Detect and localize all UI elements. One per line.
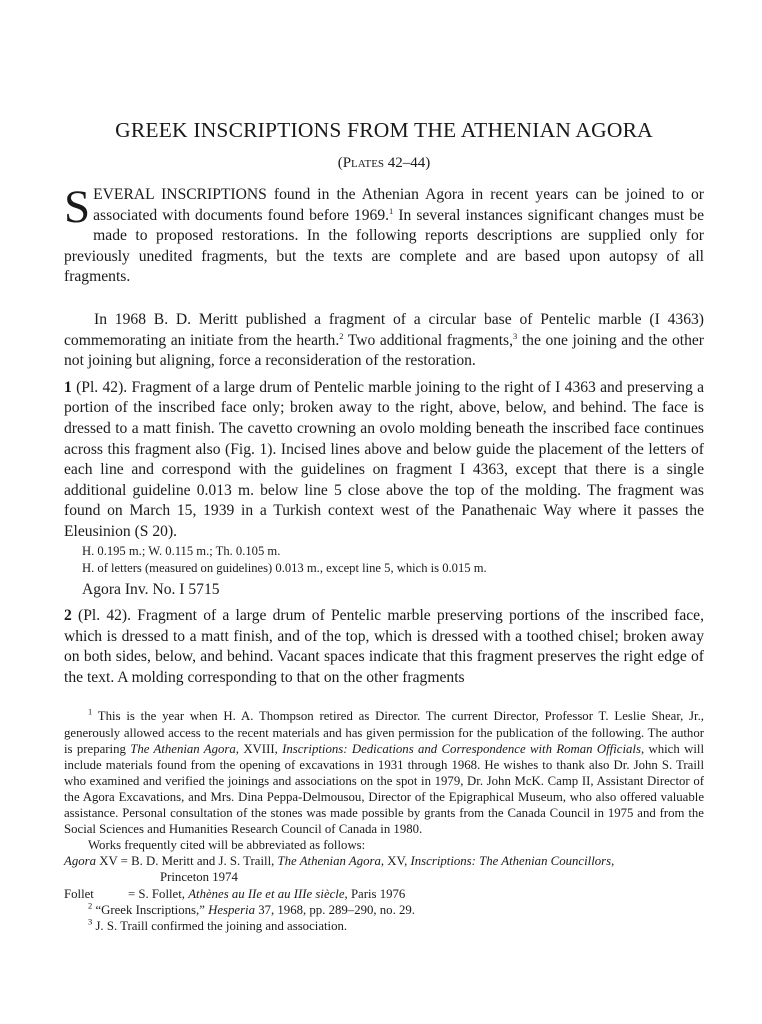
paragraph-meritt <box>64 310 704 372</box>
intro-lead: EVERAL INSCRIPTIONS <box>93 186 267 203</box>
footnote-ref-3[interactable]: 3 <box>513 330 518 341</box>
abbreviation-follet <box>64 886 704 902</box>
footnote-1-text-b: , XVIII, <box>235 741 283 756</box>
item-2-description <box>64 606 704 688</box>
footnote-1-text-c: , which will include materials found from the opening of excavations in 1931 through 1968. He wishes to thank also Dr. John S. Traill who examined and verified the joinings and associations on the spot in 1979, Dr. John McK. Camp II, Assistant Director of the Agora Excavations, and Mrs. Dina Peppa-Delmousou, Director of the Epigraphical Museum, who also offered valuable assistance. Personal consultation of the stones was made possible by grants from the Canada Council in 1975 and from the Social Sciences and Humanities Research Council of Canada in 1980. <box>64 741 704 837</box>
item-1-text: (Pl. 42). Fragment of a large drum of Pentelic marble joining to the right of I 4363 and preserving a portion of the inscribed face only; broken away to the right, above, below, and behind. The face is dressed to a matt finish. The cavetto crowning an ovolo molding beneath the inscribed face continues across this fragment also (Fig. 1). Incised lines above and below guide the placement of the letters of each line and correspond with the guidelines on fragment I 4363, except that there is a single additional guideline 0.013 m. below line 5 close above the top of the molding. The fragment was found on March 15, 1939 in a Turkish context west of the Panathenaic Way where it passes the Eleusinion (S 20). <box>64 378 704 540</box>
footnote-2-mark: 2 <box>88 900 93 911</box>
para2-text-c: the one joining and the other not joining but aligning, force a reconsideration of the restoration. <box>64 331 704 370</box>
footnote-2-text-b: 37, 1968, pp. 289–290, no. 29. <box>255 902 415 917</box>
abbr-agora-title: The Athenian Agora <box>277 854 381 869</box>
item-1-dimensions: H. 0.195 m.; W. 0.115 m.; Th. 0.105 m. <box>82 543 281 558</box>
item-1-description <box>64 378 704 543</box>
intro-text: found in the Athenian Agora in recent years can be joined to or associated with documents found before 1969. <box>93 186 705 224</box>
footnote-1-mark: 1 <box>88 707 93 718</box>
drop-cap: S <box>64 181 91 233</box>
intro-paragraph <box>64 181 705 288</box>
para2-text-b: Two additional fragments, <box>343 331 514 349</box>
abbr-agora-end: , <box>611 854 615 869</box>
footnote-2-text-a: “Greek Inscriptions,” <box>92 902 209 917</box>
abbreviation-agora-publication: Princeton 1974 <box>160 870 238 885</box>
page <box>64 116 704 934</box>
abbr-agora-label: Agora <box>64 854 96 869</box>
footnote-1-title: The Athenian Agora <box>130 741 236 756</box>
abbr-follet-end: , Paris 1976 <box>344 886 406 901</box>
footnote-2 <box>64 902 704 918</box>
footnotes <box>64 708 704 933</box>
footnote-2-journal: Hesperia <box>208 902 256 917</box>
plates-reference: (Plates 42–44) <box>337 155 431 171</box>
abbreviation-agora <box>64 853 704 869</box>
para2-text-a: In 1968 B. D. Meritt published a fragment of a circular base of Pentelic marble (I 4363) commemorating an initiate from the hearth. <box>64 310 704 349</box>
footnote-ref-1[interactable]: 1 <box>389 205 394 216</box>
footnote-ref-2[interactable]: 2 <box>339 330 344 341</box>
abbr-follet-label: Follet <box>64 886 94 901</box>
item-2-number: 2 <box>64 607 72 625</box>
item-2-text: (Pl. 42). Fragment of a large drum of Pentelic marble preserving portions of the inscribed face, which is dressed to a matt finish, and of the top, which is dressed with a toothed chisel; broken away on both sides, below, and behind. Vacant spaces indicate that this fragment preserves the right edge of the text. A molding corresponding to that on the other fragments <box>64 607 704 686</box>
item-1-letter-height: H. of letters (measured on guidelines) 0.013 m., except line 5, which is 0.015 m. <box>82 560 487 575</box>
abbreviations-intro: Works frequently cited will be abbreviated as follows: <box>88 838 366 853</box>
abbr-follet-title: Athènes au IIe et au IIIe siècle <box>188 886 345 901</box>
abbr-agora-mid: , XV, <box>380 854 411 869</box>
item-1-number: 1 <box>64 378 72 396</box>
footnote-3-mark: 3 <box>88 916 93 927</box>
abbr-agora-title-2: Inscriptions: The Athenian Councillors <box>410 854 612 869</box>
footnote-1 <box>64 708 704 837</box>
intro-text-2: In several instances significant changes must be made to proposed restorations. In the following reports descriptions are supplied only for previously unedited fragments, but the texts are complete and are based upon autopsy of all fragments. <box>64 206 704 286</box>
footnote-3-text: J. S. Traill confirmed the joining and association. <box>92 918 348 933</box>
article-title: GREEK INSCRIPTIONS FROM THE ATHENIAN AGORA <box>115 118 653 142</box>
abbr-agora-rest: XV = B. D. Meritt and J. S. Traill, <box>96 854 278 869</box>
footnote-1-title-2: Inscriptions: Dedications and Correspondence with Roman Officials <box>282 741 641 756</box>
item-1-inventory: Agora Inv. No. I 5715 <box>82 580 220 598</box>
abbr-follet-rest: = S. Follet, <box>128 886 189 901</box>
footnote-3 <box>64 918 704 934</box>
footnote-1-text-a: This is the year when H. A. Thompson retired as Director. The current Director, Professor T. Leslie Shear, Jr., generously allowed access to the recent materials and has given permission for the publication of the following. The author is preparing <box>64 709 704 756</box>
